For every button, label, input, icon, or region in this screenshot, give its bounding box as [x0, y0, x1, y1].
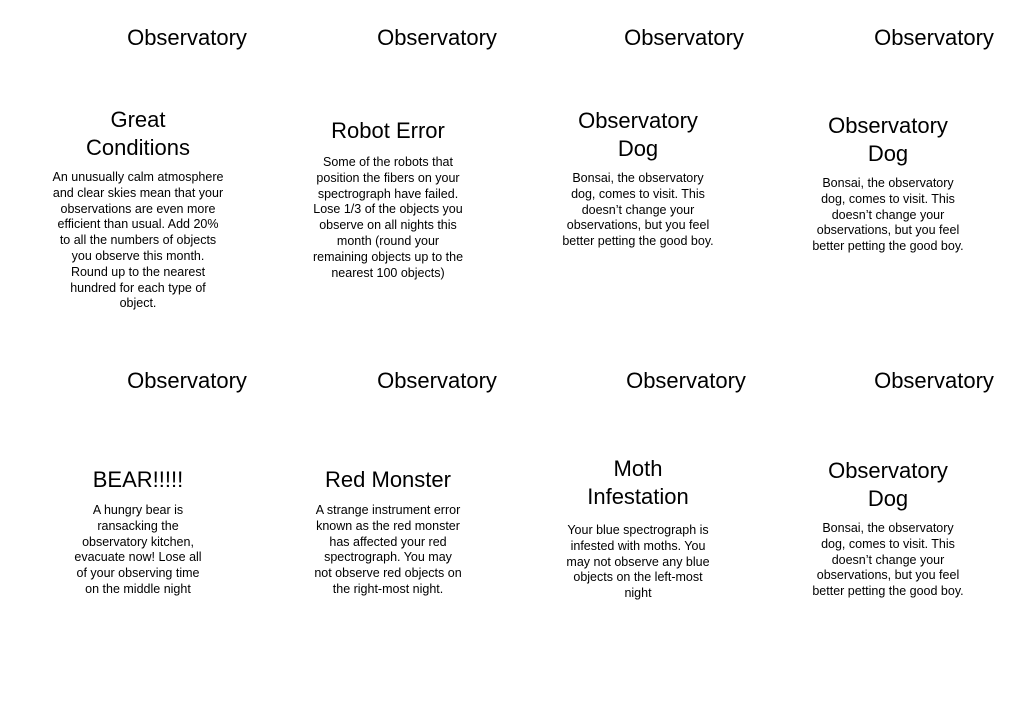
card-body: Bonsai, the observatory dog, comes to visit. This doesn’t change your observations, but you feel better petting the good boy. [562, 171, 714, 249]
card-title-line: BEAR!!!!! [92, 467, 184, 492]
card-header-3: Observatory [624, 25, 744, 50]
event-card-observatory-dog-3 [798, 457, 978, 600]
card-title-line: Observatory [828, 113, 948, 138]
event-card-moth-infestation [548, 455, 728, 602]
card-title [798, 112, 978, 168]
card-title [798, 457, 978, 513]
card-header-1: Observatory [127, 25, 247, 50]
card-title-line: Red Monster [325, 467, 451, 492]
card-header-6: Observatory [377, 368, 497, 393]
card-title-line: Observatory [828, 458, 948, 483]
card-title [548, 455, 728, 511]
card-title [48, 466, 228, 494]
event-card-great-conditions [48, 106, 228, 312]
card-header-2: Observatory [377, 25, 497, 50]
card-body: Your blue spectrograph is infested with moths. You may not observe any blue objects on the left-most night [566, 523, 710, 601]
card-title-line: Moth [613, 456, 663, 481]
card-body: A hungry bear is ransacking the observatory kitchen, evacuate now! Lose all of your observing time on the middle night [74, 503, 202, 596]
card-header-5: Observatory [127, 368, 247, 393]
card-title-line: Dog [867, 141, 909, 166]
card-body: Bonsai, the observatory dog, comes to visit. This doesn’t change your observations, but you feel better petting the good boy. [812, 521, 964, 599]
event-card-bear [48, 466, 228, 598]
card-title-line: Robot Error [331, 118, 445, 143]
event-card-robot-error [298, 117, 478, 281]
event-card-observatory-dog-1 [548, 107, 728, 250]
card-title [298, 466, 478, 494]
card-title [48, 106, 228, 162]
card-header-7: Observatory [626, 368, 746, 393]
card-body: An unusually calm atmosphere and clear skies mean that your observations are even more efficient than usual. Add 20% to all the numbers of objects you observe this month. Round up to the nearest hundred for each type of object. [52, 170, 224, 311]
card-title [298, 117, 478, 145]
card-title-line: Dog [867, 486, 909, 511]
card-body: Bonsai, the observatory dog, comes to visit. This doesn’t change your observations, but you feel better petting the good boy. [812, 176, 964, 254]
card-title-line: Observatory [578, 108, 698, 133]
card-title [548, 107, 728, 163]
card-title-line: Infestation [587, 484, 689, 509]
card-header-8: Observatory [874, 368, 994, 393]
card-body: Some of the robots that position the fibers on your spectrograph have failed. Lose 1/3 of the objects you observe on all nights this month (round your remaining objects up to the nearest 100 objects) [312, 155, 464, 280]
event-card-red-monster [298, 466, 478, 598]
card-title-line: Dog [617, 136, 659, 161]
card-header-4: Observatory [874, 25, 994, 50]
card-title-line: Conditions [86, 135, 190, 160]
card-body: A strange instrument error known as the red monster has affected your red spectrograph. You may not observe red objects on the right-most night. [314, 503, 462, 596]
event-card-observatory-dog-2 [798, 112, 978, 255]
card-title-line: Great [110, 107, 166, 132]
